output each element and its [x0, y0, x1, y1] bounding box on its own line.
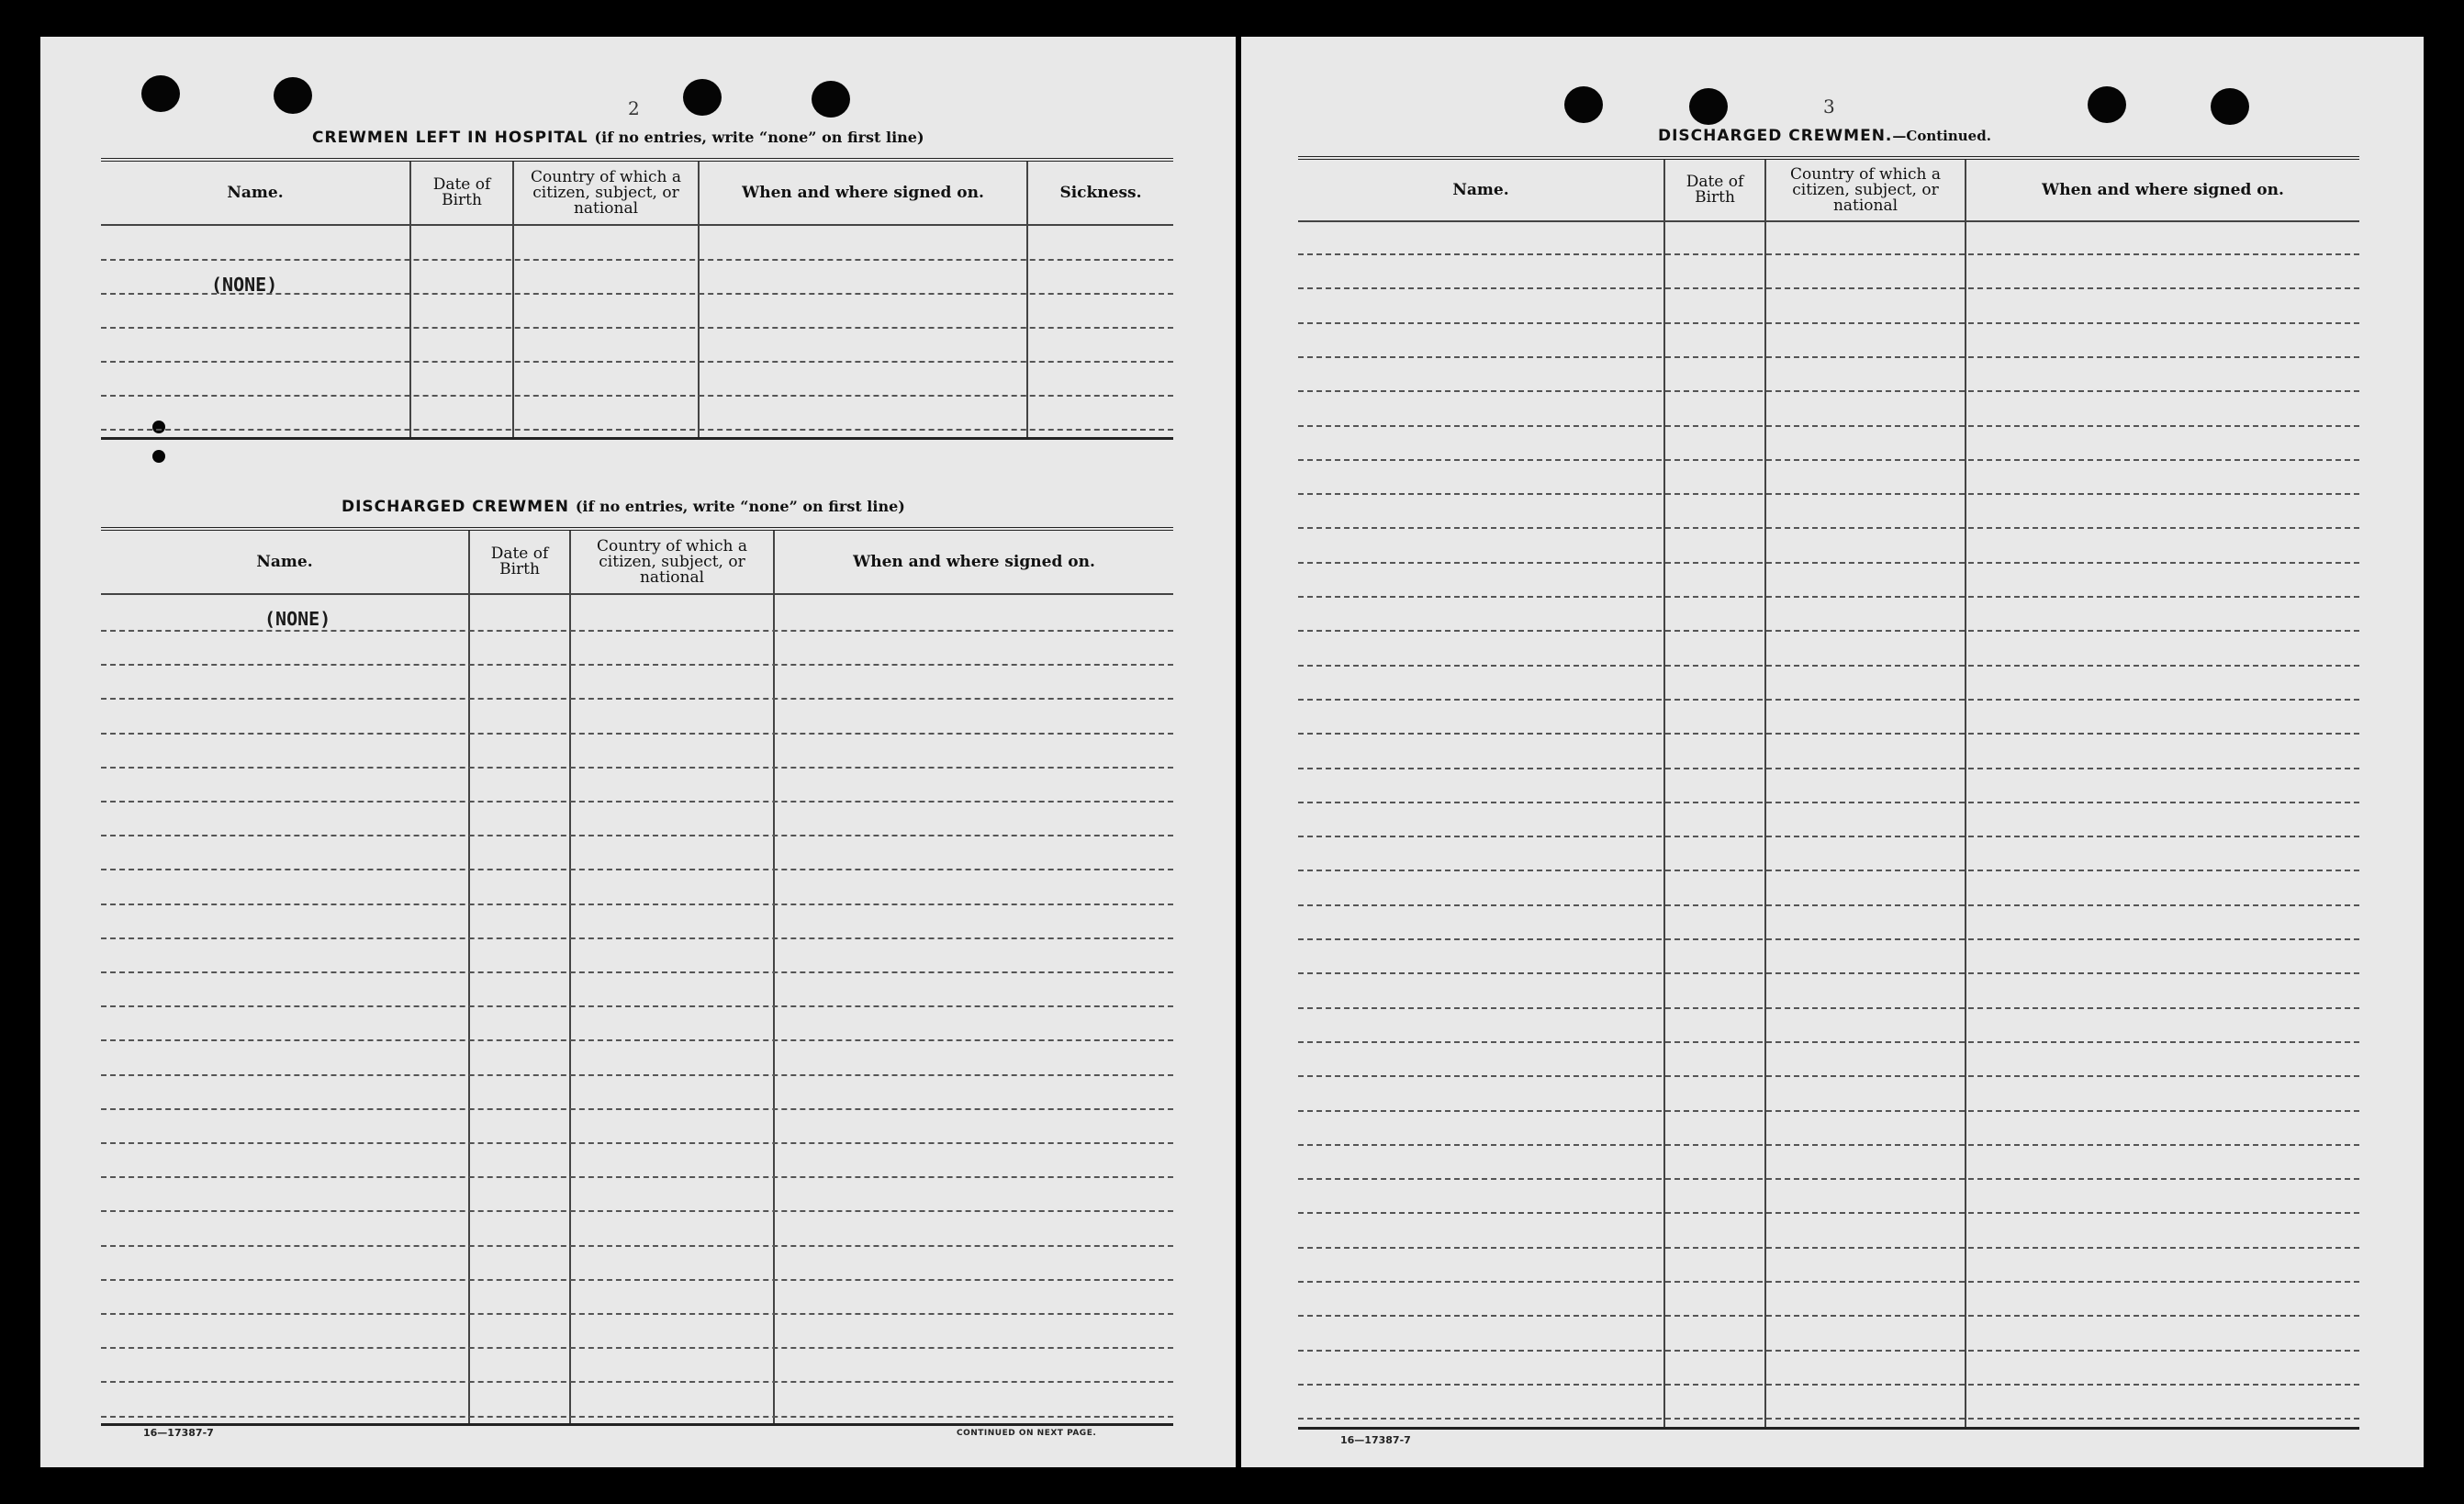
- punch-hole: [1564, 86, 1603, 123]
- discharged-continued-heading: [1658, 127, 1991, 145]
- header-separator: [101, 593, 1173, 595]
- right-page: [1241, 37, 2424, 1467]
- dashed-entry-line: [1298, 630, 2359, 632]
- header-separator: [101, 224, 1173, 226]
- dashed-entry-line: [101, 801, 1173, 803]
- dashed-entry-line: [101, 698, 1173, 700]
- dashed-entry-line: [1298, 459, 2359, 461]
- dashed-entry-line: [1298, 1350, 2359, 1352]
- dashed-entry-line: [101, 293, 1173, 295]
- dashed-entry-line: [101, 1005, 1173, 1007]
- dashed-entry-line: [101, 1416, 1173, 1418]
- dashed-entry-line: [101, 733, 1173, 735]
- punch-hole: [2088, 86, 2126, 123]
- dashed-entry-line: [1298, 1041, 2359, 1043]
- dashed-entry-line: [1298, 1212, 2359, 1214]
- dashed-entry-line: [1298, 1247, 2359, 1249]
- column-header-signed-on: When and where signed on.: [742, 183, 984, 202]
- column-header-sickness: Sickness.: [1059, 183, 1142, 202]
- punch-hole: [274, 77, 312, 114]
- dashed-entry-line: [1298, 1144, 2359, 1146]
- page-number: 3: [1823, 95, 1835, 118]
- dashed-entry-line: [1298, 904, 2359, 906]
- discharged-heading-note: (if no entries, write “none” on first line): [575, 498, 905, 515]
- dashed-entry-line: [101, 835, 1173, 836]
- left-page: [40, 37, 1236, 1467]
- form-number: 16—17387-7: [1340, 1434, 1411, 1446]
- dashed-entry-line: [101, 429, 1173, 431]
- dashed-entry-line: [1298, 562, 2359, 564]
- dashed-entry-line: [1298, 425, 2359, 427]
- dashed-entry-line: [1298, 1007, 2359, 1009]
- column-header-date-of-birth: Date of Birth: [432, 175, 491, 209]
- dashed-entry-line: [1298, 1281, 2359, 1283]
- dashed-entry-line: [101, 869, 1173, 870]
- dashed-entry-line: [101, 1176, 1173, 1178]
- column-divider: [1965, 160, 1966, 1427]
- dashed-entry-line: [1298, 596, 2359, 598]
- dashed-entry-line: [101, 971, 1173, 973]
- dashed-entry-line: [101, 630, 1173, 632]
- continued-note: CONTINUED ON NEXT PAGE.: [957, 1429, 1097, 1438]
- discharged-heading-title: DISCHARGED CREWMEN: [342, 498, 569, 516]
- dashed-entry-line: [101, 361, 1173, 363]
- dashed-entry-line: [101, 327, 1173, 329]
- dashed-entry-line: [101, 1245, 1173, 1247]
- header-separator: [1298, 220, 2359, 222]
- column-header-name: Name.: [1452, 180, 1509, 199]
- discharged-continued-table: [1298, 156, 2359, 1430]
- punch-hole: [683, 79, 722, 116]
- hospital-heading-title: CREWMEN LEFT IN HOSPITAL: [312, 129, 588, 147]
- dashed-entry-line: [101, 1108, 1173, 1110]
- dashed-entry-line: [101, 259, 1173, 261]
- dashed-entry-line: [1298, 356, 2359, 358]
- punch-hole: [812, 81, 850, 118]
- hospital-entry-none: (NONE): [211, 274, 278, 296]
- dashed-entry-line: [1298, 802, 2359, 803]
- dashed-entry-line: [1298, 322, 2359, 324]
- page-number: 2: [628, 97, 640, 119]
- dashed-entry-line: [101, 1279, 1173, 1281]
- hospital-section-heading: [312, 129, 924, 147]
- hospital-table: [101, 158, 1173, 440]
- punch-hole: [1689, 88, 1728, 125]
- column-header-date-of-birth: Date of Birth: [1686, 173, 1744, 207]
- column-header-date-of-birth: Date of Birth: [490, 544, 549, 578]
- continued-heading-note: —Continued.: [1892, 128, 1991, 144]
- dashed-entry-line: [1298, 287, 2359, 289]
- dashed-entry-line: [101, 1074, 1173, 1076]
- dashed-entry-line: [101, 1381, 1173, 1383]
- dashed-entry-line: [1298, 253, 2359, 255]
- dashed-entry-line: [1298, 870, 2359, 871]
- column-header-country: Country of which a citizen, subject, or national: [531, 167, 681, 218]
- dashed-entry-line: [1298, 733, 2359, 735]
- continued-heading-title: DISCHARGED CREWMEN.: [1658, 127, 1893, 145]
- dashed-entry-line: [1298, 527, 2359, 529]
- column-header-signed-on: When and where signed on.: [2042, 180, 2284, 199]
- dashed-entry-line: [1298, 938, 2359, 940]
- punch-hole: [2211, 88, 2249, 125]
- column-divider: [1764, 160, 1766, 1427]
- dashed-entry-line: [1298, 1178, 2359, 1180]
- column-divider: [1663, 160, 1665, 1427]
- dashed-entry-line: [101, 395, 1173, 397]
- column-header-country: Country of which a citizen, subject, or national: [1790, 164, 1941, 215]
- discharged-entry-none: (NONE): [264, 608, 331, 630]
- dashed-entry-line: [1298, 972, 2359, 974]
- discharged-section-heading: [342, 498, 905, 516]
- dashed-entry-line: [1298, 665, 2359, 667]
- dashed-entry-line: [1298, 836, 2359, 837]
- punch-hole: [141, 75, 180, 112]
- column-header-name: Name.: [256, 552, 313, 571]
- dashed-entry-line: [1298, 1418, 2359, 1420]
- form-number: 16—17387-7: [143, 1427, 214, 1439]
- dashed-entry-line: [101, 1313, 1173, 1315]
- discharged-table: [101, 527, 1173, 1426]
- dashed-entry-line: [1298, 1315, 2359, 1317]
- column-header-name: Name.: [227, 183, 284, 202]
- dashed-entry-line: [101, 904, 1173, 905]
- dashed-entry-line: [101, 767, 1173, 769]
- dashed-entry-line: [1298, 768, 2359, 769]
- dashed-entry-line: [101, 1142, 1173, 1144]
- dashed-entry-line: [101, 664, 1173, 666]
- dashed-entry-line: [101, 1347, 1173, 1349]
- dashed-entry-line: [101, 1210, 1173, 1212]
- dashed-entry-line: [101, 937, 1173, 939]
- dashed-entry-line: [1298, 699, 2359, 701]
- dashed-entry-line: [1298, 1110, 2359, 1112]
- dashed-entry-line: [1298, 493, 2359, 495]
- dashed-entry-line: [101, 1039, 1173, 1041]
- column-header-signed-on: When and where signed on.: [853, 552, 1095, 571]
- dashed-entry-line: [1298, 390, 2359, 392]
- column-header-country: Country of which a citizen, subject, or national: [597, 536, 747, 587]
- dashed-entry-line: [1298, 1075, 2359, 1077]
- dashed-entry-line: [1298, 1384, 2359, 1386]
- punch-hole: [152, 450, 165, 463]
- hospital-heading-note: (if no entries, write “none” on first line): [594, 129, 924, 146]
